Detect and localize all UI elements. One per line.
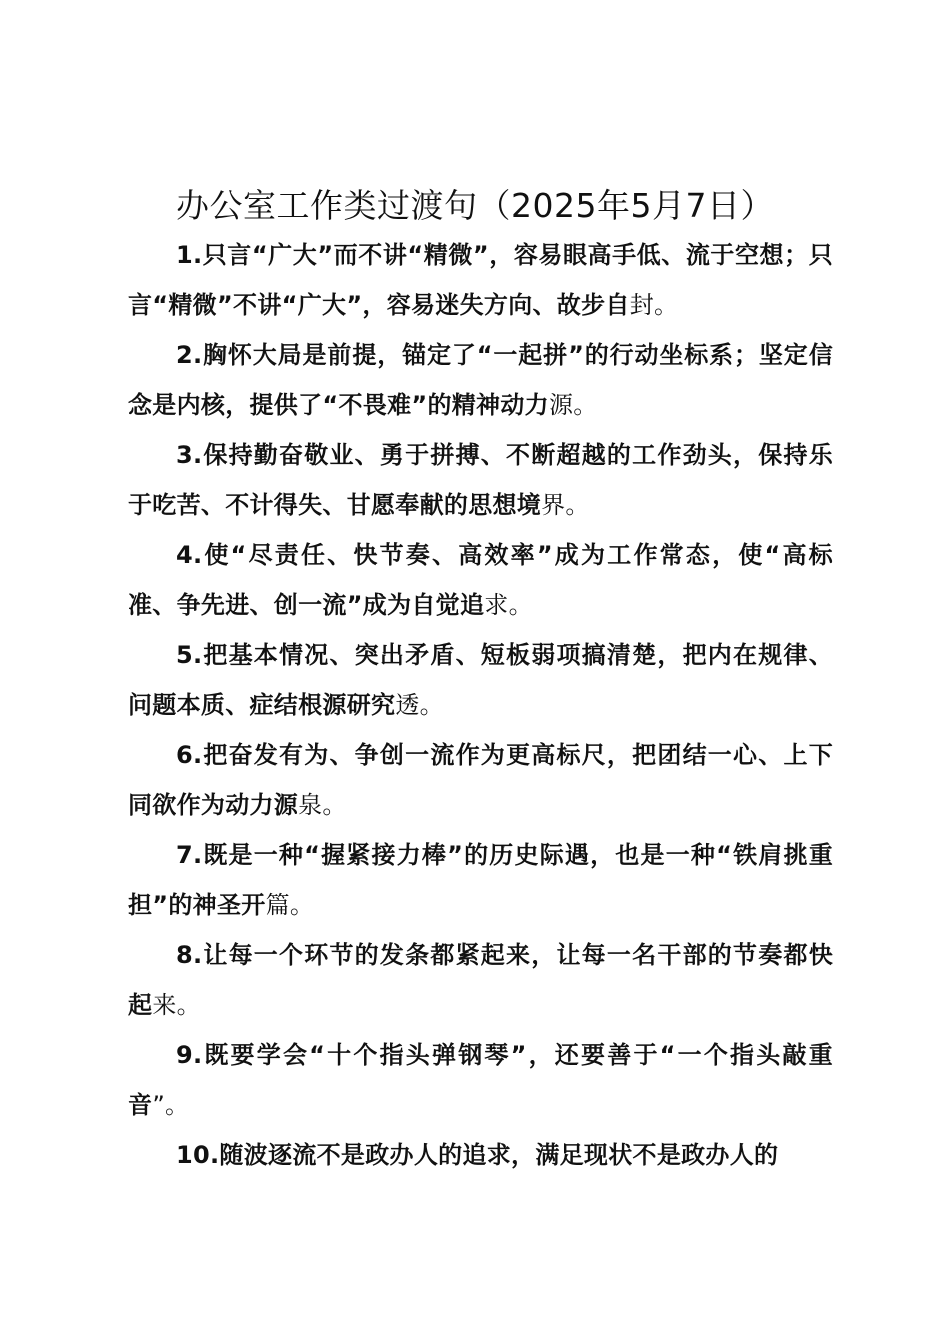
document-title: 办公室工作类过渡句（2025年5月7日） — [176, 186, 774, 225]
paragraph-tail: 界。 — [541, 491, 590, 519]
paragraph-1 — [128, 230, 833, 330]
paragraph-2 — [128, 330, 833, 430]
paragraph-3 — [128, 430, 833, 530]
paragraph-9 — [128, 1030, 833, 1130]
document-body — [128, 230, 833, 1180]
paragraph-text: 1.只言“广大”而不讲“精微”，容易眼高手低、流于空想；只言“精微”不讲“广大”，容易迷失方向、故步自 — [128, 241, 833, 319]
paragraph-tail: 求。 — [484, 591, 533, 619]
paragraph-tail: 源。 — [548, 391, 598, 419]
paragraph-5 — [128, 630, 833, 730]
paragraph-text: 8.让每一个环节的发条都紧起来，让每一名干部的节奏都快起 — [128, 941, 833, 1019]
paragraph-text: 7.既是一种“握紧接力棒”的历史际遇，也是一种“铁肩挑重担”的神圣开 — [128, 841, 833, 919]
paragraph-text: 2.胸怀大局是前提，锚定了“一起拼”的行动坐标系；坚定信念是内核，提供了“不畏难”的精神动力 — [128, 341, 833, 419]
paragraph-text: 3.保持勤奋敬业、勇于拼搏、不断超越的工作劲头，保持乐于吃苦、不计得失、甘愿奉献的思想境 — [128, 441, 833, 519]
paragraph-text: 6.把奋发有为、争创一流作为更高标尺，把团结一心、上下同欲作为动力源 — [128, 741, 833, 819]
paragraph-10 — [128, 1130, 833, 1180]
paragraph-text: 4.使“尽责任、快节奏、高效率”成为工作常态，使“高标准、争先进、创一流”成为自觉追 — [128, 541, 833, 619]
paragraph-text: 9.既要学会“十个指头弹钢琴”，还要善于“一个指头敲重音 — [128, 1041, 833, 1119]
paragraph-text: 5.把基本情况、突出矛盾、短板弱项搞清楚，把内在规律、问题本质、症结根源研究 — [128, 641, 833, 719]
paragraph-tail: 来。 — [152, 991, 201, 1019]
paragraph-text: 10.随波逐流不是政办人的追求，满足现状不是政办人的 — [176, 1141, 779, 1169]
paragraph-4 — [128, 530, 833, 630]
paragraph-tail: 透。 — [395, 691, 444, 719]
paragraph-tail: ”。 — [152, 1091, 190, 1119]
paragraph-tail: 封。 — [629, 291, 679, 319]
paragraph-6 — [128, 730, 833, 830]
paragraph-8 — [128, 930, 833, 1030]
paragraph-tail: 泉。 — [298, 791, 347, 819]
paragraph-tail: 篇。 — [265, 891, 315, 919]
paragraph-7 — [128, 830, 833, 930]
